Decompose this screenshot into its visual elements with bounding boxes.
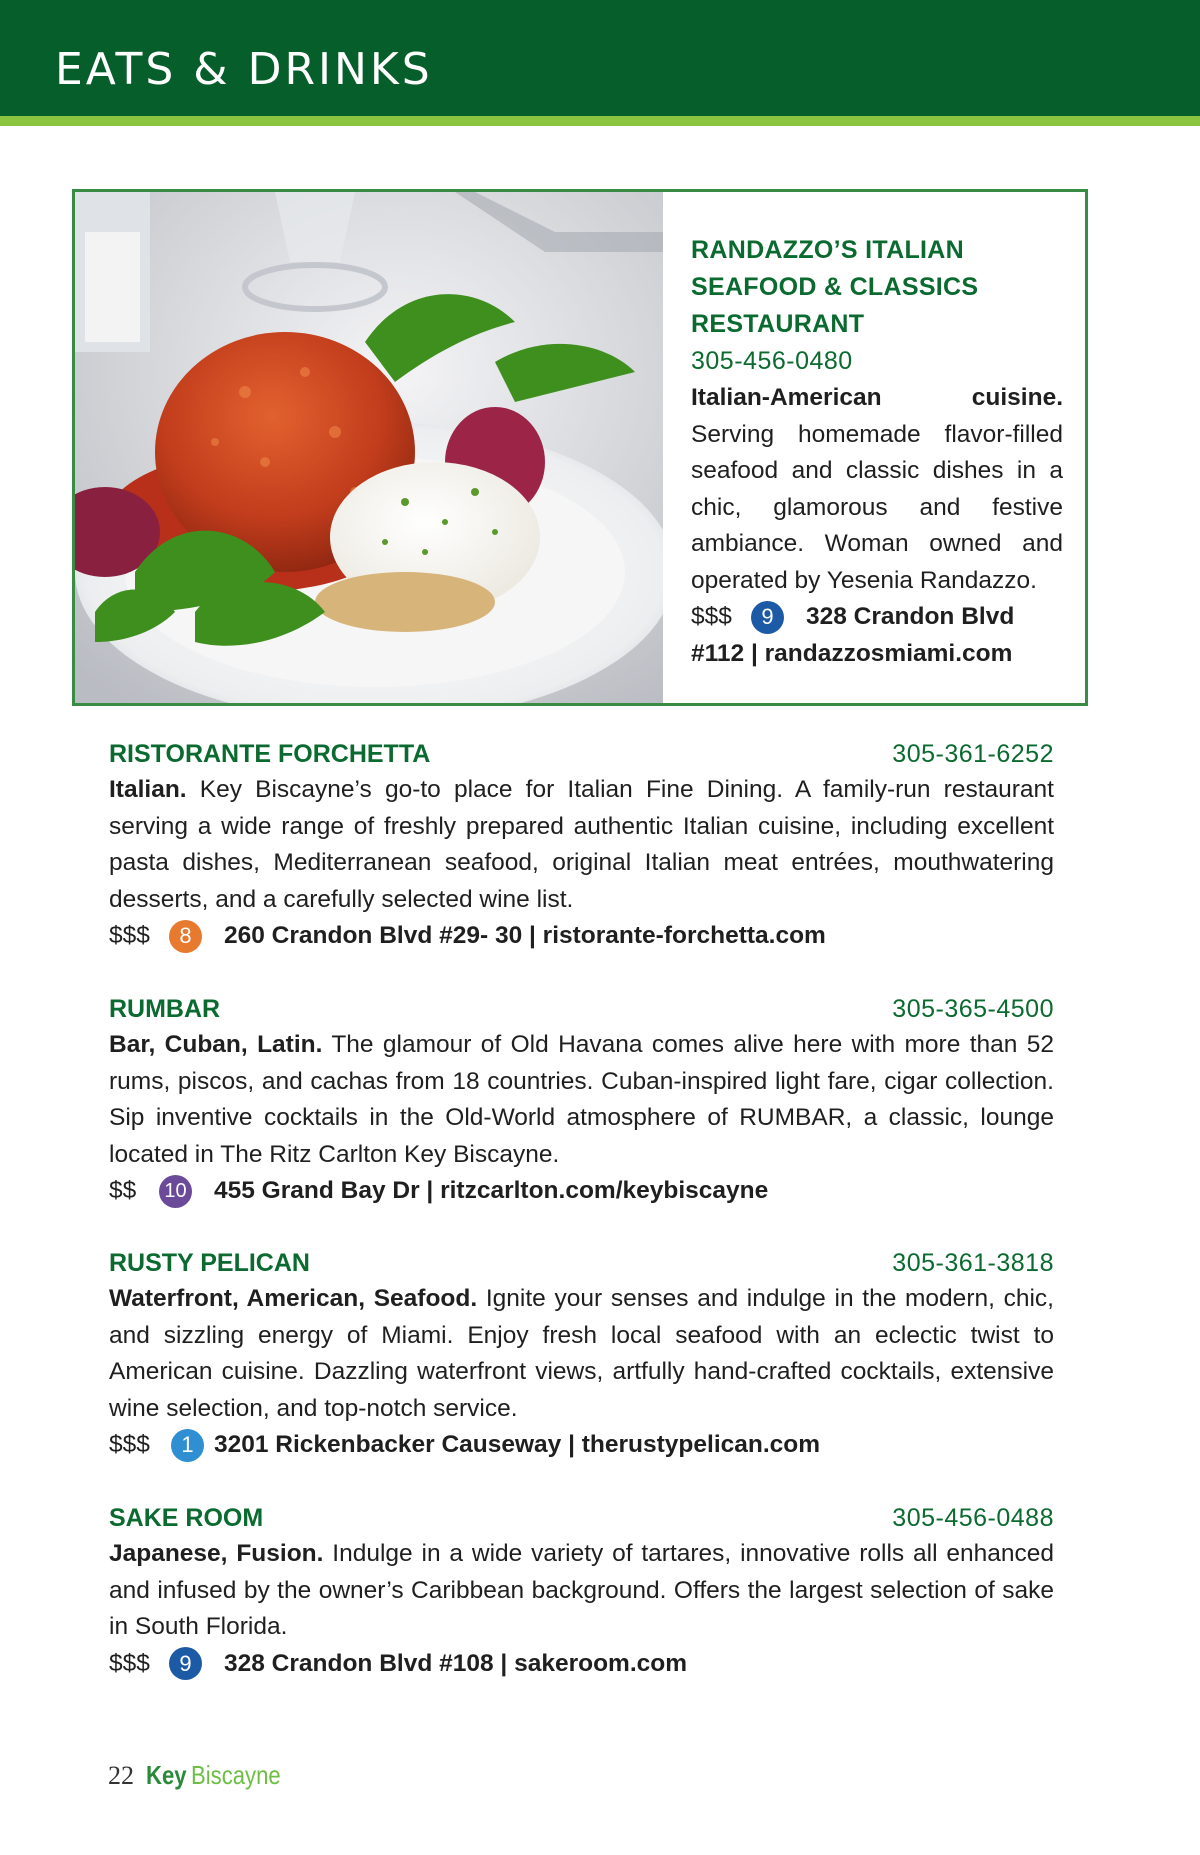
restaurant-meta (109, 1427, 1054, 1464)
featured-food-photo (75, 192, 663, 703)
restaurant-price: $$$ (109, 1431, 150, 1458)
restaurant-name: SAKE ROOM (109, 1504, 264, 1532)
featured-listing-card (72, 189, 1088, 706)
listing-ristorante-forchetta (109, 736, 1054, 955)
listing-rumbar (109, 991, 1054, 1210)
restaurant-meta (109, 1646, 1054, 1683)
restaurant-description-text: Indulge in a wide variety of tartares, innovative rolls all enhanced and infused by the owner’s Caribbean background. Offers the largest selection of sake in South Florida. (109, 1540, 1054, 1640)
restaurant-meta (109, 1173, 1054, 1210)
page-number: 22 (108, 1761, 134, 1790)
restaurant-description (109, 1027, 1054, 1173)
restaurant-address: 260 Crandon Blvd #29- 30 | ristorante-forchetta.com (224, 922, 826, 949)
map-number-badge: 8 (169, 920, 202, 953)
restaurant-description (109, 1536, 1054, 1646)
restaurant-phone: 305-361-6252 (892, 740, 1054, 768)
featured-category: Italian-American cuisine. (691, 384, 1063, 411)
listing-rusty-pelican (109, 1245, 1054, 1464)
restaurant-description-text: Ignite your senses and indulge in the modern, chic, and sizzling energy of Miami. Enjoy fresh local seafood with an eclectic twist to American cuisine. Dazzling waterfront views, artfully hand-crafted cocktails, extensive wine selection, and top-notch service. (109, 1285, 1054, 1422)
listing-header (109, 1245, 1054, 1281)
restaurant-name: RUSTY PELICAN (109, 1249, 310, 1277)
featured-restaurant-name (691, 232, 1063, 343)
featured-address-line-1: 328 Crandon Blvd (806, 603, 1015, 630)
restaurant-name: RISTORANTE FORCHETTA (109, 740, 431, 768)
section-title: EATS & DRINKS (55, 44, 433, 95)
map-number-badge: 9 (751, 601, 784, 634)
restaurant-price: $$$ (109, 1649, 150, 1677)
restaurant-phone: 305-456-0488 (892, 1504, 1054, 1532)
restaurant-description (109, 1281, 1054, 1427)
restaurant-category: Japanese, Fusion. (109, 1540, 324, 1567)
listing-header (109, 991, 1054, 1027)
restaurant-price: $$ (109, 1177, 137, 1204)
restaurant-description-text: Key Biscayne’s go-to place for Italian Fine Dining. A family-run restaurant serving a wide range of freshly prepared authentic Italian cuisine, including excellent pasta dishes, Mediterranean seafood, original Italian meat entrées, mouthwatering desserts, and a carefully selected wine list. (109, 776, 1054, 913)
food-photo-illustration (75, 192, 663, 703)
brand-city: Biscayne (190, 1760, 281, 1790)
page-footer (108, 1760, 296, 1791)
restaurant-description-text: The glamour of Old Havana comes alive here with more than 52 rums, piscos, and cachas from 18 countries. Cuban-inspired light fare, cigar collection. Sip inventive cocktails in the Old-World atmosphere of RUMBAR, a classic, lounge located in The Ritz Carlton Key Biscayne. (109, 1031, 1054, 1168)
listing-header (109, 1500, 1054, 1536)
featured-phone: 305-456-0480 (691, 347, 853, 375)
featured-name-line-3: RESTAURANT (691, 310, 865, 338)
restaurant-category: Italian. (109, 776, 187, 803)
restaurant-category: Waterfront, American, Seafood. (109, 1285, 478, 1312)
brand-key: Key (146, 1760, 187, 1790)
listing-header (109, 736, 1054, 772)
featured-address-line-2: #112 | randazzosmiami.com (691, 639, 1013, 667)
map-number-badge: 9 (169, 1647, 202, 1680)
featured-listing-text (691, 232, 1063, 672)
featured-price: $$$ (691, 603, 732, 630)
restaurant-address: 3201 Rickenbacker Causeway | therustypelican.com (214, 1431, 821, 1458)
restaurant-phone: 305-365-4500 (892, 995, 1054, 1023)
restaurant-meta (109, 918, 1054, 955)
section-header (0, 0, 1200, 116)
restaurant-category: Bar, Cuban, Latin. (109, 1031, 323, 1058)
featured-name-line-2: SEAFOOD & CLASSICS (691, 273, 979, 301)
featured-meta (691, 599, 1063, 672)
featured-description (691, 380, 1063, 599)
restaurant-address: 455 Grand Bay Dr | ritzcarlton.com/keybiscayne (214, 1177, 769, 1204)
listing-sake-room (109, 1500, 1054, 1682)
map-number-badge: 10 (159, 1175, 192, 1208)
featured-name-line-1: RANDAZZO’S ITALIAN (691, 236, 964, 264)
restaurant-phone: 305-361-3818 (892, 1249, 1054, 1277)
header-accent-stripe (0, 116, 1200, 126)
restaurant-description (109, 772, 1054, 918)
restaurant-address: 328 Crandon Blvd #108 | sakeroom.com (224, 1649, 688, 1677)
map-number-badge: 1 (171, 1429, 204, 1462)
restaurant-name: RUMBAR (109, 995, 221, 1023)
restaurant-price: $$$ (109, 922, 150, 949)
featured-description-text: Serving homemade flavor-filled seafood and classic dishes in a chic, glamorous and festive ambiance. Woman owned and operated by Yesenia Randazzo. (691, 420, 1063, 594)
